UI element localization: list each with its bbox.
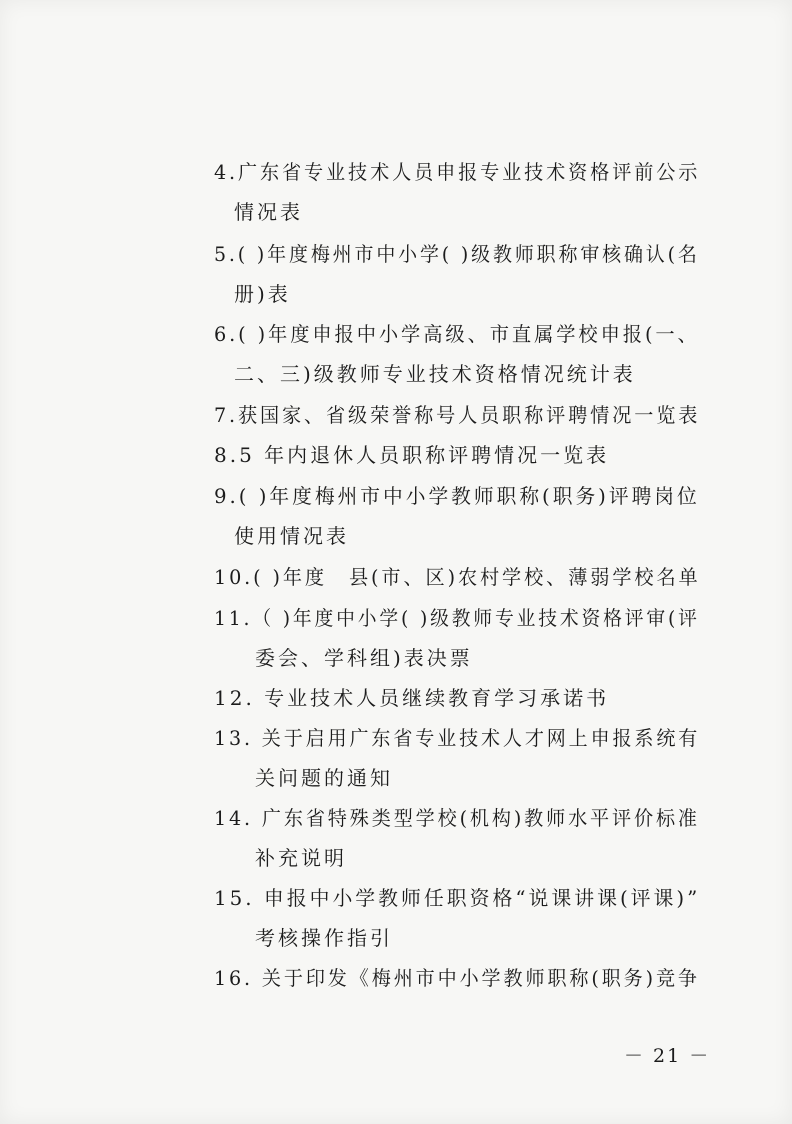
list-item-13-line-2: 关问题的通知 [255,766,393,790]
list-item-6-line-1: 6.( )年度申报中小学高级、市直属学校申报(一、 [214,322,700,346]
list-item-7: 7.获国家、省级荣誉称号人员职称评聘情况一览表 [214,403,701,427]
list-item-11-line-2: 委会、学科组)表决票 [255,646,473,670]
list-item-15-line-1: 15. 申报中小学教师任职资格“说课讲课(评课)” [214,886,701,910]
page-number: － 21 － [624,1045,711,1067]
list-item-5-line-1: 5.( )年度梅州市中小学( )级教师职称审核确认(名 [214,242,700,266]
list-item-13-line-1: 13. 关于启用广东省专业技术人才网上申报系统有 [214,726,701,750]
list-item-6-line-2: 二、三)级教师专业技术资格情况统计表 [234,362,636,386]
list-item-9-line-2: 使用情况表 [234,524,349,548]
list-item-4-line-2: 情况表 [234,200,303,224]
list-item-9-line-1: 9.( )年度梅州市中小学教师职称(职务)评聘岗位 [214,484,700,508]
list-item-11-line-1: 11.（ )年度中小学( )级教师专业技术资格评审(评 [214,606,700,630]
list-item-4-line-1: 4.广东省专业技术人员申报专业技术资格评前公示 [214,160,701,184]
list-item-8: 8.5 年内退休人员职称评聘情况一览表 [214,443,610,467]
list-item-12: 12. 专业技术人员继续教育学习承诺书 [214,686,610,710]
list-item-5-line-2: 册)表 [234,282,291,306]
list-item-10: 10.( )年度 县(市、区)农村学校、薄弱学校名单 [214,565,701,589]
list-item-14-line-1: 14. 广东省特殊类型学校(机构)教师水平评价标准 [214,806,700,830]
list-item-15-line-2: 考核操作指引 [255,926,393,950]
list-item-14-line-2: 补充说明 [255,846,347,870]
list-item-16: 16. 关于印发《梅州市中小学教师职称(职务)竞争 [214,966,700,990]
